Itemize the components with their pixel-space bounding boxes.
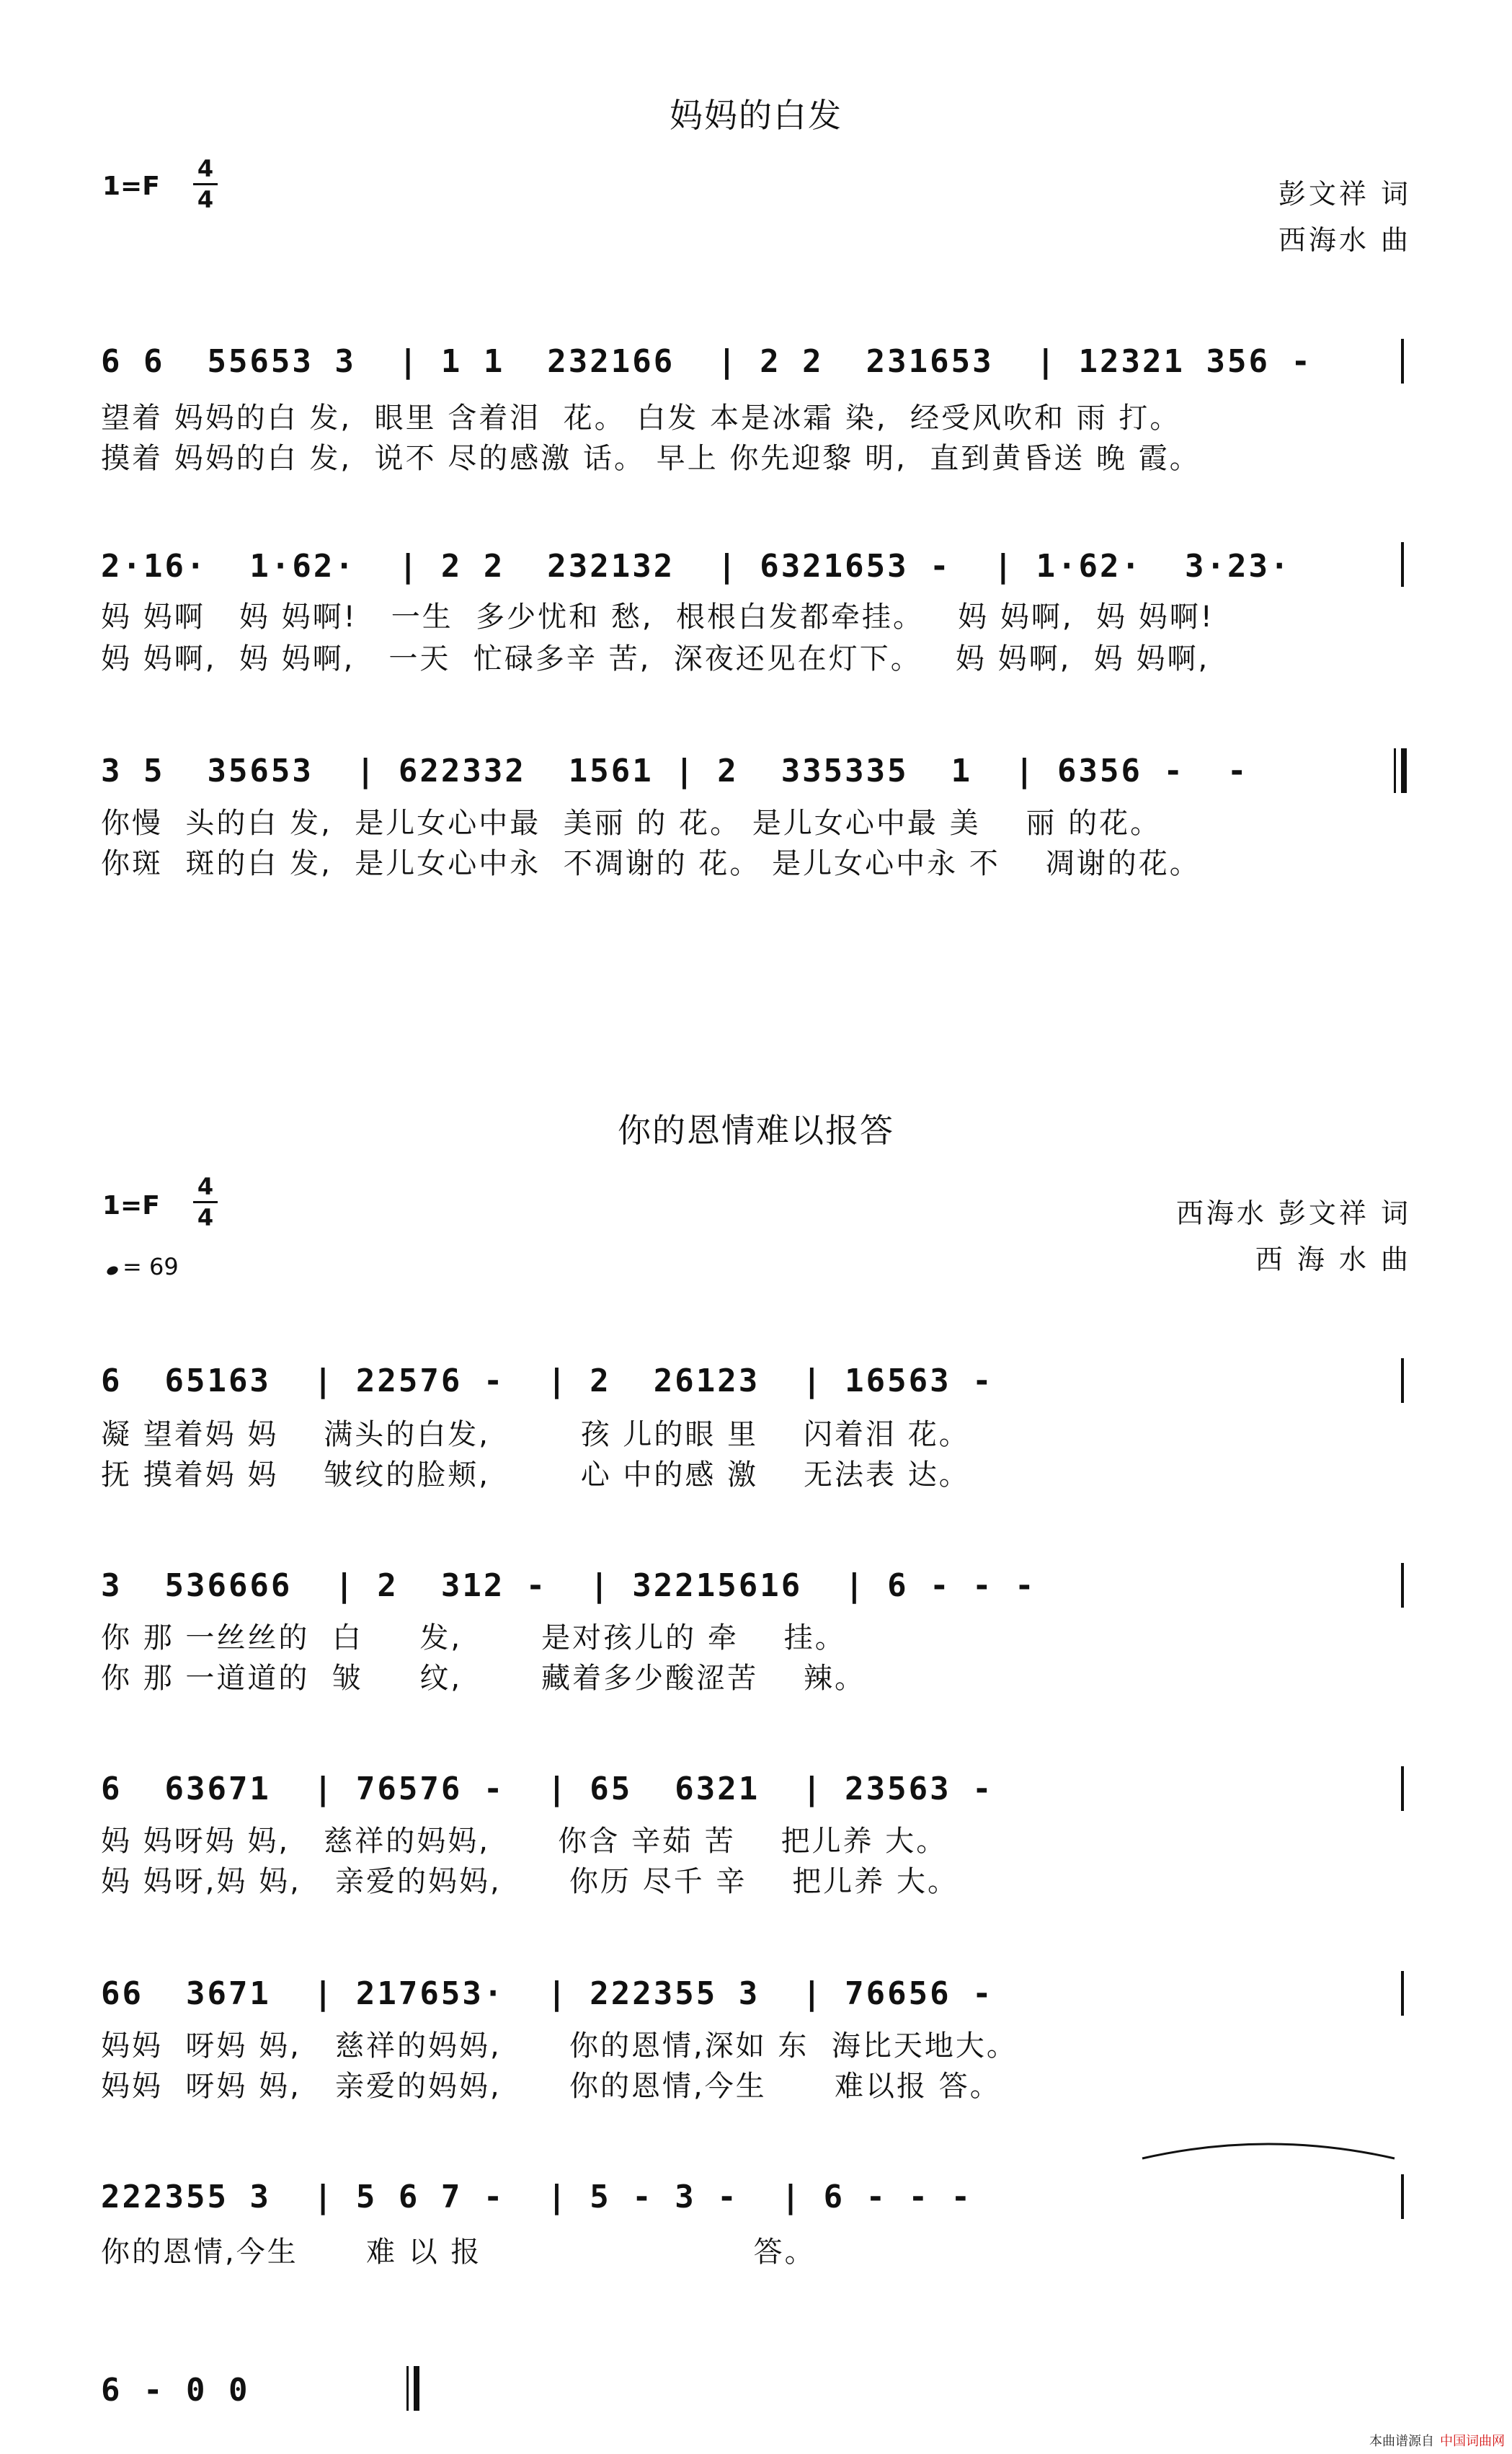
song1-lyric-line-3a: 你慢 头的白 发, 是儿女心中最 美丽 的 花。 是儿女心中最 美 丽 的花。 (101, 807, 1162, 840)
song1-time-signature (193, 156, 218, 213)
song1-time-num: 4 (197, 155, 214, 182)
song1-title: 妈妈的白发 (670, 96, 842, 135)
final-barline-thick (414, 2366, 419, 2411)
song1-melody-line-3: 3 5 35653 | 622332 1561 | 2 335335 1 | 6356 - - (101, 753, 1249, 789)
song2-lyric-line-1b: 抚 摸着妈 妈 皱纹的脸颊, 心 中的感 激 无法表 达。 (101, 1458, 970, 1492)
barline (1401, 1766, 1404, 1811)
song2-melody-line-3: 6 63671 | 76576 - | 65 6321 | 23563 - (101, 1771, 994, 1807)
song2-time-signature (193, 1174, 218, 1231)
song2-lyric-line-3b: 妈 妈呀,妈 妈, 亲爱的妈妈, 你历 尽千 辛 把儿养 大。 (101, 1865, 959, 1898)
footer-source: 本曲谱源自 (1369, 2434, 1434, 2449)
barline (1401, 1358, 1404, 1403)
song2-lyric-line-4a: 妈妈 呀妈 妈, 慈祥的妈妈, 你的恩情,深如 东 海比天地大。 (101, 2029, 1018, 2063)
song2-tempo-value: = 69 (123, 1253, 179, 1280)
song1-melody-line-1: 6 6 55653 3 | 1 1 232166 | 2 2 231653 | 12321 356 - (101, 343, 1312, 380)
song2-melody-line-2: 3 536666 | 2 312 - | 32215616 | 6 - - - (101, 1567, 1036, 1604)
song2-lyric-line-4b: 妈妈 呀妈 妈, 亲爱的妈妈, 你的恩情,今生 难以报 答。 (101, 2070, 1001, 2103)
footer-site-link[interactable]: 中国词曲网 (1440, 2434, 1505, 2449)
song2-melody-line-6: 6 - 0 0 (101, 2372, 250, 2409)
final-barline-thin (1394, 748, 1396, 793)
song2-lyric-line-3a: 妈 妈呀妈 妈, 慈祥的妈妈, 你含 辛茹 苦 把儿养 大。 (101, 1825, 948, 1858)
song1-melody-line-2: 2·16· 1·62· | 2 2 232132 | 6321653 - | 1·62· 3·23· (101, 548, 1291, 585)
song2-lyricist: 西海水 彭文祥 词 (1175, 1197, 1411, 1229)
song1-lyricist: 彭文祥 词 (1278, 178, 1411, 210)
barline (1401, 542, 1404, 587)
song1-composer: 西海水 曲 (1278, 224, 1411, 256)
song2-title: 你的恩情难以报答 (618, 1111, 894, 1150)
song2-lyric-line-2b: 你 那 一道道的 皱 纹, 藏着多少酸涩苦 辣。 (101, 1662, 866, 1695)
song2-time-num: 4 (197, 1173, 214, 1200)
song1-lyric-line-2a: 妈 妈啊 妈 妈啊! 一生 多少忧和 愁, 根根白发都牵挂。 妈 妈啊, 妈 妈啊! (101, 601, 1214, 634)
barline (1401, 339, 1404, 384)
song2-lyric-line-5a: 你的恩情,今生 难 以 报 答。 (101, 2236, 816, 2269)
song2-tempo (107, 1253, 179, 1280)
barline (1401, 1971, 1404, 2016)
song2-lyric-line-2a: 你 那 一丝丝的 白 发, 是对孩儿的 牵 挂。 (101, 1621, 846, 1655)
song1-key: 1=F (102, 172, 160, 201)
song1-lyric-line-1b: 摸着 妈妈的白 发, 说不 尽的感激 话。 早上 你先迎黎 明, 直到黄昏送 晚 霞。 (101, 442, 1201, 475)
footer (1369, 2431, 1505, 2450)
song1-lyric-line-2b: 妈 妈啊, 妈 妈啊, 一天 忙碌多辛 苦, 深夜还见在灯下。 妈 妈啊, 妈 妈啊, (101, 642, 1210, 675)
song2-melody-line-1: 6 65163 | 22576 - | 2 26123 | 16563 - (101, 1363, 994, 1399)
song2-melody-line-5: 222355 3 | 5 6 7 - | 5 - 3 - | 6 - - - (101, 2179, 973, 2215)
song2-composer: 西 海 水 曲 (1255, 1244, 1411, 1275)
quarter-note-icon (105, 1264, 119, 1277)
song1-lyric-line-3b: 你斑 斑的白 发, 是儿女心中永 不凋谢的 花。 是儿女心中永 不 凋谢的花。 (101, 847, 1201, 880)
barline (1401, 1563, 1404, 1608)
final-barline-thin (406, 2366, 409, 2411)
song2-key: 1=F (102, 1191, 160, 1221)
final-barline-thick (1401, 748, 1407, 793)
song1-lyric-line-1a: 望着 妈妈的白 发, 眼里 含着泪 花。 白发 本是冰霜 染, 经受风吹和 雨 打。 (101, 402, 1181, 435)
song1-time-den: 4 (197, 186, 214, 213)
song2-lyric-line-1a: 凝 望着妈 妈 满头的白发, 孩 儿的眼 里 闪着泪 花。 (101, 1418, 970, 1451)
song2-melody-line-4: 66 3671 | 217653· | 222355 3 | 76656 - (101, 1975, 994, 2012)
tie-arc (1139, 2134, 1398, 2163)
song2-time-den: 4 (197, 1204, 214, 1231)
barline (1401, 2174, 1404, 2219)
